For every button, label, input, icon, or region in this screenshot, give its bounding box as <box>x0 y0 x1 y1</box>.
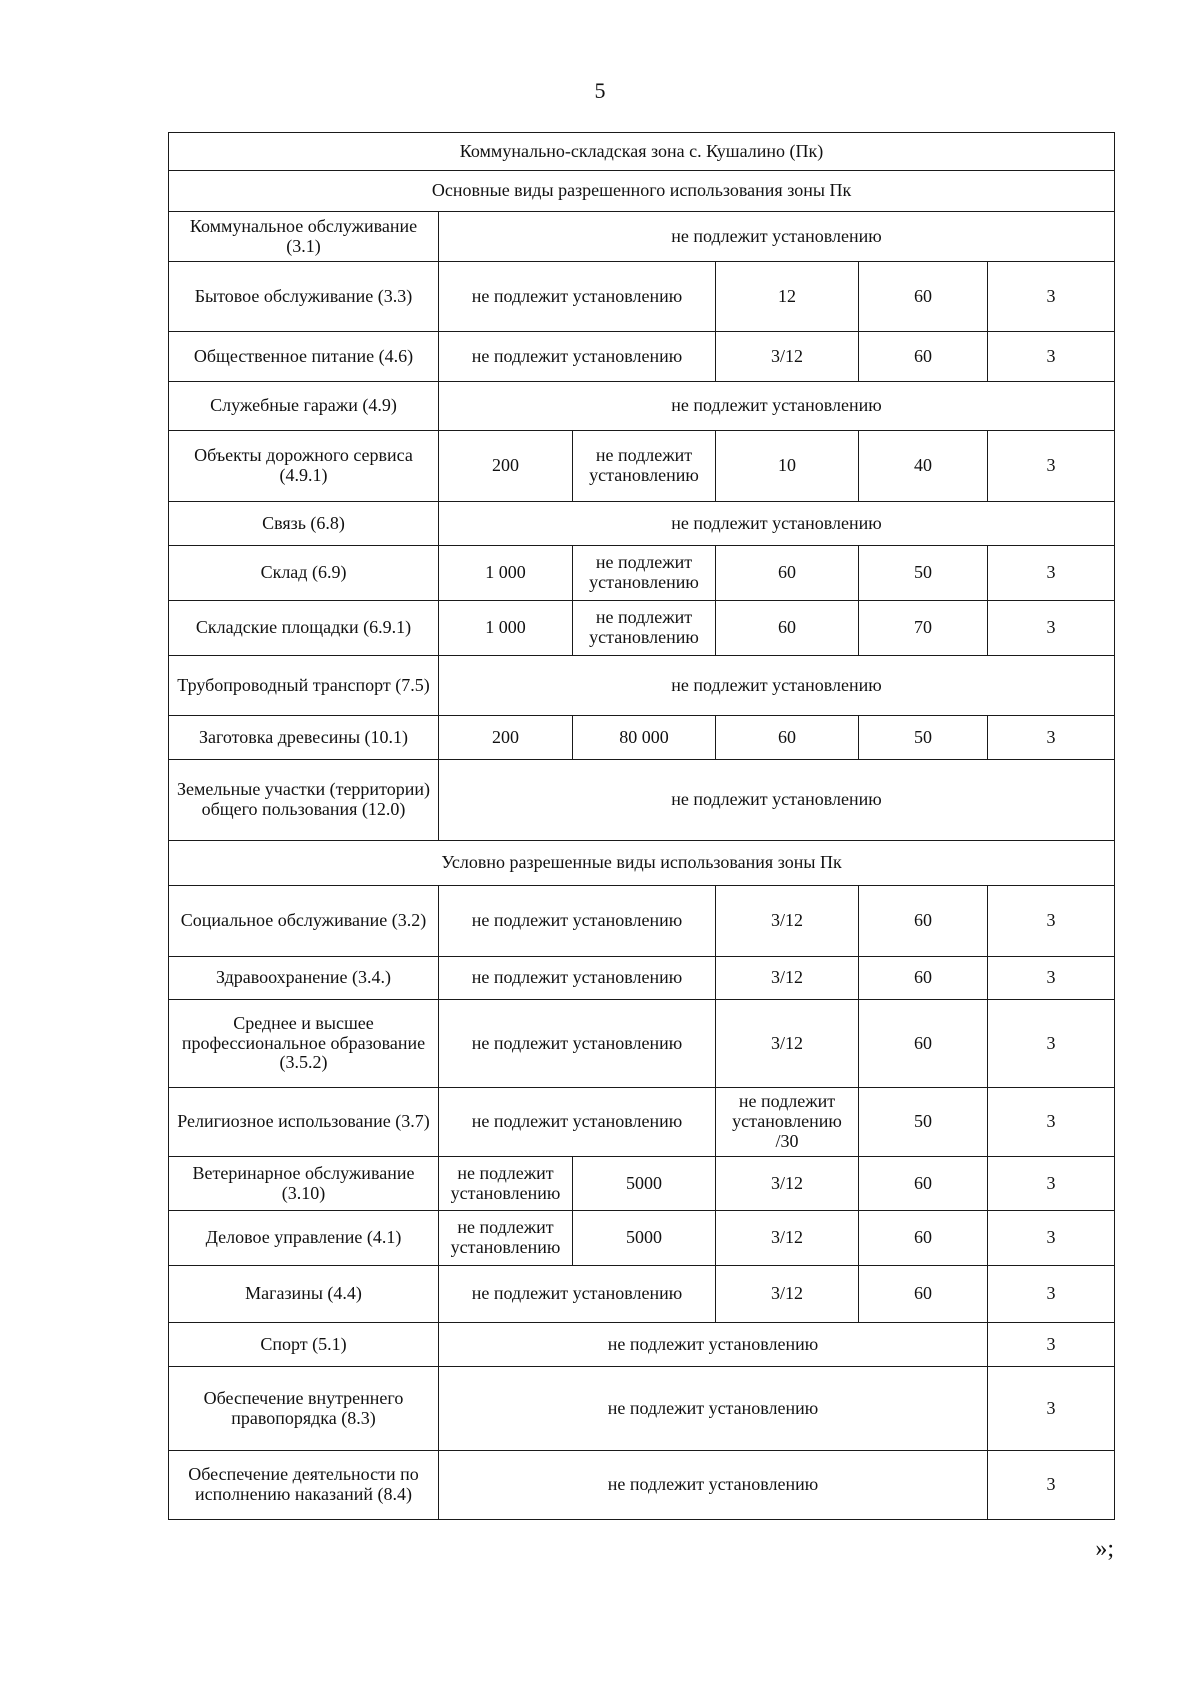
table-cell: 60 <box>859 1000 988 1088</box>
table-cell: 60 <box>716 601 859 656</box>
use-type-name: Социальное обслуживание (3.2) <box>169 886 439 957</box>
table-row <box>169 1451 1115 1520</box>
table-cell: 3 <box>988 262 1115 332</box>
table-row <box>169 1323 1115 1367</box>
table-cell: 3/12 <box>716 1157 859 1211</box>
table-row <box>169 546 1115 601</box>
section-header-row <box>169 171 1115 212</box>
table-cell: 3 <box>988 1088 1115 1157</box>
use-type-name: Земельные участки (территории) общего пользования (12.0) <box>169 760 439 841</box>
table-cell: 3/12 <box>716 1211 859 1266</box>
table-cell: не подлежит установлению <box>439 656 1115 716</box>
section-header-row <box>169 841 1115 886</box>
table-row <box>169 262 1115 332</box>
table-cell: не подлежит установлению <box>439 1157 573 1211</box>
use-type-name: Обеспечение деятельности по исполнению наказаний (8.4) <box>169 1451 439 1520</box>
use-type-name: Магазины (4.4) <box>169 1266 439 1323</box>
table-cell: не подлежит установлению <box>439 1000 716 1088</box>
table-cell: не подлежит установлению <box>439 212 1115 262</box>
table-row <box>169 656 1115 716</box>
table-cell: 3 <box>988 1000 1115 1088</box>
table-row <box>169 332 1115 382</box>
table-cell: 3 <box>988 1323 1115 1367</box>
table-cell: 70 <box>859 601 988 656</box>
table-row <box>169 886 1115 957</box>
table-cell: 3 <box>988 1211 1115 1266</box>
table-cell: 60 <box>859 1211 988 1266</box>
table-row <box>169 716 1115 760</box>
use-type-name: Религиозное использование (3.7) <box>169 1088 439 1157</box>
table-cell: не подлежит установлению <box>439 1367 988 1451</box>
use-type-name: Заготовка древесины (10.1) <box>169 716 439 760</box>
table-row <box>169 760 1115 841</box>
table-cell: не подлежит установлению <box>439 1266 716 1323</box>
table-cell: 60 <box>859 1157 988 1211</box>
table-row <box>169 1000 1115 1088</box>
table-row <box>169 431 1115 502</box>
table-row <box>169 502 1115 546</box>
table-cell: 60 <box>859 262 988 332</box>
table-cell: 3/12 <box>716 1266 859 1323</box>
table-cell: не подлежит установлению <box>439 1323 988 1367</box>
use-type-name: Складские площадки (6.9.1) <box>169 601 439 656</box>
table-cell: 60 <box>859 886 988 957</box>
table-cell: 3 <box>988 1451 1115 1520</box>
table-cell: не подлежит установлению <box>573 601 716 656</box>
table-row <box>169 601 1115 656</box>
table-cell: 3 <box>988 546 1115 601</box>
table-row <box>169 957 1115 1000</box>
page-number: 5 <box>594 78 606 103</box>
table-cell: не подлежит установлению <box>439 886 716 957</box>
table-cell: 3 <box>988 332 1115 382</box>
use-type-name: Здравоохранение (3.4.) <box>169 957 439 1000</box>
table-cell: не подлежит установлению <box>439 1211 573 1266</box>
use-type-name: Трубопроводный транспорт (7.5) <box>169 656 439 716</box>
table-cell: не подлежит установлению <box>439 1088 716 1157</box>
table-cell: 1 000 <box>439 601 573 656</box>
section-conditional-title: Условно разрешенные виды использования зоны Пк <box>169 841 1115 886</box>
use-type-name: Объекты дорожного сервиса (4.9.1) <box>169 431 439 502</box>
table-cell: 3 <box>988 601 1115 656</box>
table-cell: не подлежит установлению <box>573 546 716 601</box>
table-cell: 3 <box>988 716 1115 760</box>
table-cell: не подлежит установлению <box>439 262 716 332</box>
table-cell: 60 <box>859 332 988 382</box>
use-type-name: Деловое управление (4.1) <box>169 1211 439 1266</box>
table-cell: 10 <box>716 431 859 502</box>
table-cell: 3 <box>988 957 1115 1000</box>
table-row <box>169 1211 1115 1266</box>
table-cell: 60 <box>859 957 988 1000</box>
use-type-name: Коммунальное обслуживание (3.1) <box>169 212 439 262</box>
table-cell: 5000 <box>573 1157 716 1211</box>
table-cell: не подлежит установлению <box>439 760 1115 841</box>
table-cell: 3/12 <box>716 332 859 382</box>
table-cell: не подлежит установлению <box>439 502 1115 546</box>
table-cell: 3 <box>988 1157 1115 1211</box>
table-row <box>169 1157 1115 1211</box>
table-cell: 12 <box>716 262 859 332</box>
table-cell: 50 <box>859 1088 988 1157</box>
zone-title-row <box>169 133 1115 171</box>
table-cell: 80 000 <box>573 716 716 760</box>
zone-regulations-table <box>168 132 1115 1520</box>
table-cell: 5000 <box>573 1211 716 1266</box>
table-cell: 60 <box>716 546 859 601</box>
use-type-name: Склад (6.9) <box>169 546 439 601</box>
use-type-name: Обеспечение внутреннего правопорядка (8.3) <box>169 1367 439 1451</box>
use-type-name: Связь (6.8) <box>169 502 439 546</box>
table-cell: 60 <box>859 1266 988 1323</box>
use-type-name: Среднее и высшее профессиональное образование (3.5.2) <box>169 1000 439 1088</box>
table-cell: 1 000 <box>439 546 573 601</box>
use-type-name: Общественное питание (4.6) <box>169 332 439 382</box>
use-type-name: Служебные гаражи (4.9) <box>169 382 439 431</box>
table-cell: 200 <box>439 431 573 502</box>
table-row <box>169 1088 1115 1157</box>
table-row <box>169 382 1115 431</box>
table-cell: 3 <box>988 1367 1115 1451</box>
use-type-name: Ветеринарное обслуживание (3.10) <box>169 1157 439 1211</box>
table-cell: 40 <box>859 431 988 502</box>
table-cell: 60 <box>716 716 859 760</box>
table-cell: не подлежит установлению <box>439 332 716 382</box>
table-cell: 3 <box>988 1266 1115 1323</box>
table-row <box>169 1367 1115 1451</box>
table-cell: не подлежит установлению <box>573 431 716 502</box>
table-cell: 200 <box>439 716 573 760</box>
table-cell: 3 <box>988 431 1115 502</box>
table-cell: 50 <box>859 546 988 601</box>
use-type-name: Бытовое обслуживание (3.3) <box>169 262 439 332</box>
table-cell: 3/12 <box>716 957 859 1000</box>
use-type-name: Спорт (5.1) <box>169 1323 439 1367</box>
table-cell: 3 <box>988 886 1115 957</box>
table-cell: 50 <box>859 716 988 760</box>
zone-title: Коммунально-складская зона с. Кушалино (Пк) <box>169 133 1115 171</box>
table-cell: не подлежит установлению <box>439 382 1115 431</box>
table-cell: 3/12 <box>716 1000 859 1088</box>
table-cell: 3/12 <box>716 886 859 957</box>
table-cell: не подлежит установлению /30 <box>716 1088 859 1157</box>
table-cell: не подлежит установлению <box>439 1451 988 1520</box>
table-cell: не подлежит установлению <box>439 957 716 1000</box>
section-main-title: Основные виды разрешенного использования зоны Пк <box>169 171 1115 212</box>
table-row <box>169 1266 1115 1323</box>
closing-quote-mark: »; <box>1095 1536 1114 1562</box>
table-row <box>169 212 1115 262</box>
